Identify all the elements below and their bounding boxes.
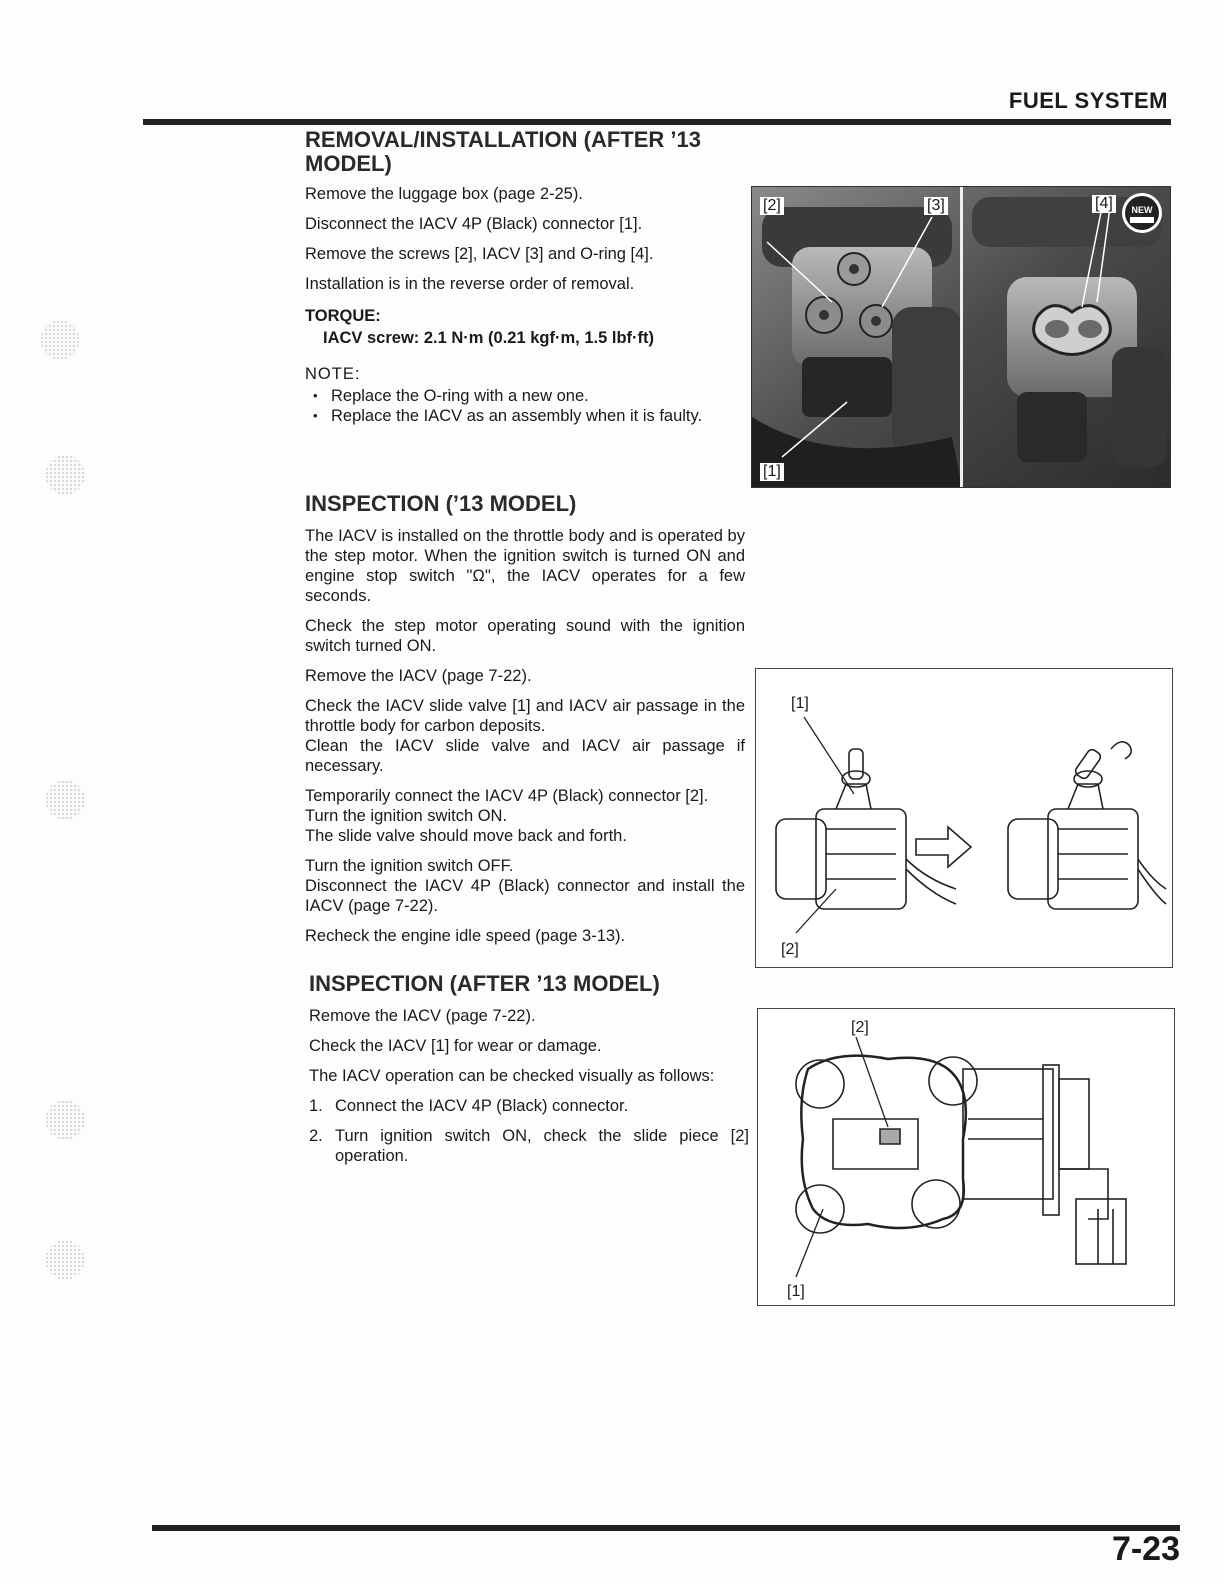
photo-callout-2: [2] xyxy=(760,197,784,215)
figure2-callout-1: [1] xyxy=(784,1283,808,1301)
scan-artifact xyxy=(45,1100,85,1140)
page-number: 7-23 xyxy=(1111,1530,1180,1568)
inspection-13-title: INSPECTION (’13 MODEL) xyxy=(305,491,577,516)
step-installation: Installation is in the reverse order of removal. xyxy=(305,275,635,293)
footer-divider xyxy=(152,1525,1180,1531)
note-item: • Replace the O-ring with a new one. xyxy=(313,386,745,406)
ignition-off-text: Turn the ignition switch OFF. xyxy=(305,857,514,875)
iacv-removal-photo xyxy=(751,186,1171,488)
title-line-2: MODEL) xyxy=(305,151,392,176)
removal-installation-section xyxy=(305,128,745,426)
torque-value: IACV screw: 2.1 N·m (0.21 kgf·m, 1.5 lbf·ft) xyxy=(323,329,654,347)
step-visual-check: The IACV operation can be checked visually as follows: xyxy=(309,1067,715,1085)
ignition-on-text: Turn the ignition switch ON. xyxy=(305,807,508,825)
figure1-callout-2: [2] xyxy=(778,941,802,959)
photo-callout-1: [1] xyxy=(760,463,784,481)
step-remove-iacv: Remove the IACV (page 7-22). xyxy=(309,1007,536,1025)
slide-piece-figure xyxy=(757,1008,1175,1306)
new-part-badge xyxy=(1122,193,1162,233)
step-recheck-idle: Recheck the engine idle speed (page 3-13). xyxy=(305,927,626,945)
step-check-wear: Check the IACV [1] for wear or damage. xyxy=(309,1037,602,1055)
iacv-description-text: The IACV is installed on the throttle body and is operated by the step motor. When the ignition switch is turned ON and engine stop switch " xyxy=(305,527,745,585)
step-disconnect-connector: Disconnect the IACV 4P (Black) connector [1]. xyxy=(305,215,643,233)
visual-check-steps xyxy=(309,1096,749,1166)
iacv-description xyxy=(305,526,745,606)
check-slide-valve-text: Check the IACV slide valve [1] and IACV air passage in the throttle body for carbon deposits. xyxy=(305,697,745,735)
inspection-after-13-section xyxy=(309,972,749,1176)
step-remove-screws: Remove the screws [2], IACV [3] and O-ring [4]. xyxy=(305,245,654,263)
step-remove-iacv: Remove the IACV (page 7-22). xyxy=(305,667,532,685)
scan-artifact xyxy=(45,1240,85,1280)
slide-valve-figure xyxy=(755,668,1173,968)
step-text: Turn ignition switch ON, check the slide piece [2] operation. xyxy=(335,1127,749,1165)
iacv-slide-piece-diagram xyxy=(758,1009,1174,1305)
removal-installation-title xyxy=(305,128,745,176)
header-divider xyxy=(143,119,1171,125)
torque-label: TORQUE: xyxy=(305,307,381,325)
scan-artifact xyxy=(40,320,80,360)
engine-photo-illustration xyxy=(752,187,1170,487)
engine-stop-symbol: Ω xyxy=(472,567,486,585)
note-label: NOTE: xyxy=(305,365,361,383)
clean-slide-valve-text: Clean the IACV slide valve and IACV air passage if necessary. xyxy=(305,737,745,775)
photo-callout-3: [3] xyxy=(924,197,948,215)
step-check-sound: Check the step motor operating sound with the ignition switch turned ON. xyxy=(305,617,745,655)
note-list xyxy=(305,386,745,426)
title-line-1: REMOVAL/INSTALLATION (AFTER ’13 xyxy=(305,127,701,152)
temporary-connect-text: Temporarily connect the IACV 4P (Black) connector [2]. xyxy=(305,787,709,805)
note-item: • Replace the IACV as an assembly when it is faulty. xyxy=(313,406,745,426)
iacv-description-end: ", the IACV operates for a few seconds. xyxy=(305,567,745,605)
slide-valve-move-text: The slide valve should move back and forth. xyxy=(305,827,627,845)
section-header-title: FUEL SYSTEM xyxy=(1008,88,1168,113)
scan-artifact xyxy=(45,780,85,820)
step-remove-luggage-box: Remove the luggage box (page 2-25). xyxy=(305,185,583,203)
step-text: Connect the IACV 4P (Black) connector. xyxy=(335,1097,629,1115)
step-number: 2. xyxy=(309,1127,323,1145)
disconnect-install-text: Disconnect the IACV 4P (Black) connector and install the IACV (page 7-22). xyxy=(305,877,745,915)
inspection-after-13-title: INSPECTION (AFTER ’13 MODEL) xyxy=(309,971,660,996)
new-part-badge-label: NEW xyxy=(1131,205,1153,215)
visual-check-step xyxy=(309,1126,749,1166)
scan-artifact xyxy=(45,455,85,495)
inspection-13-section xyxy=(305,492,745,956)
step-number: 1. xyxy=(309,1097,323,1115)
step-temporary-connect xyxy=(305,786,745,846)
figure2-callout-2: [2] xyxy=(848,1019,872,1037)
figure1-callout-1: [1] xyxy=(788,695,812,713)
step-ignition-off xyxy=(305,856,745,916)
slide-valve-diagram xyxy=(756,669,1172,967)
step-check-slide-valve xyxy=(305,696,745,776)
visual-check-step xyxy=(309,1096,749,1116)
photo-callout-4: [4] xyxy=(1092,195,1116,213)
